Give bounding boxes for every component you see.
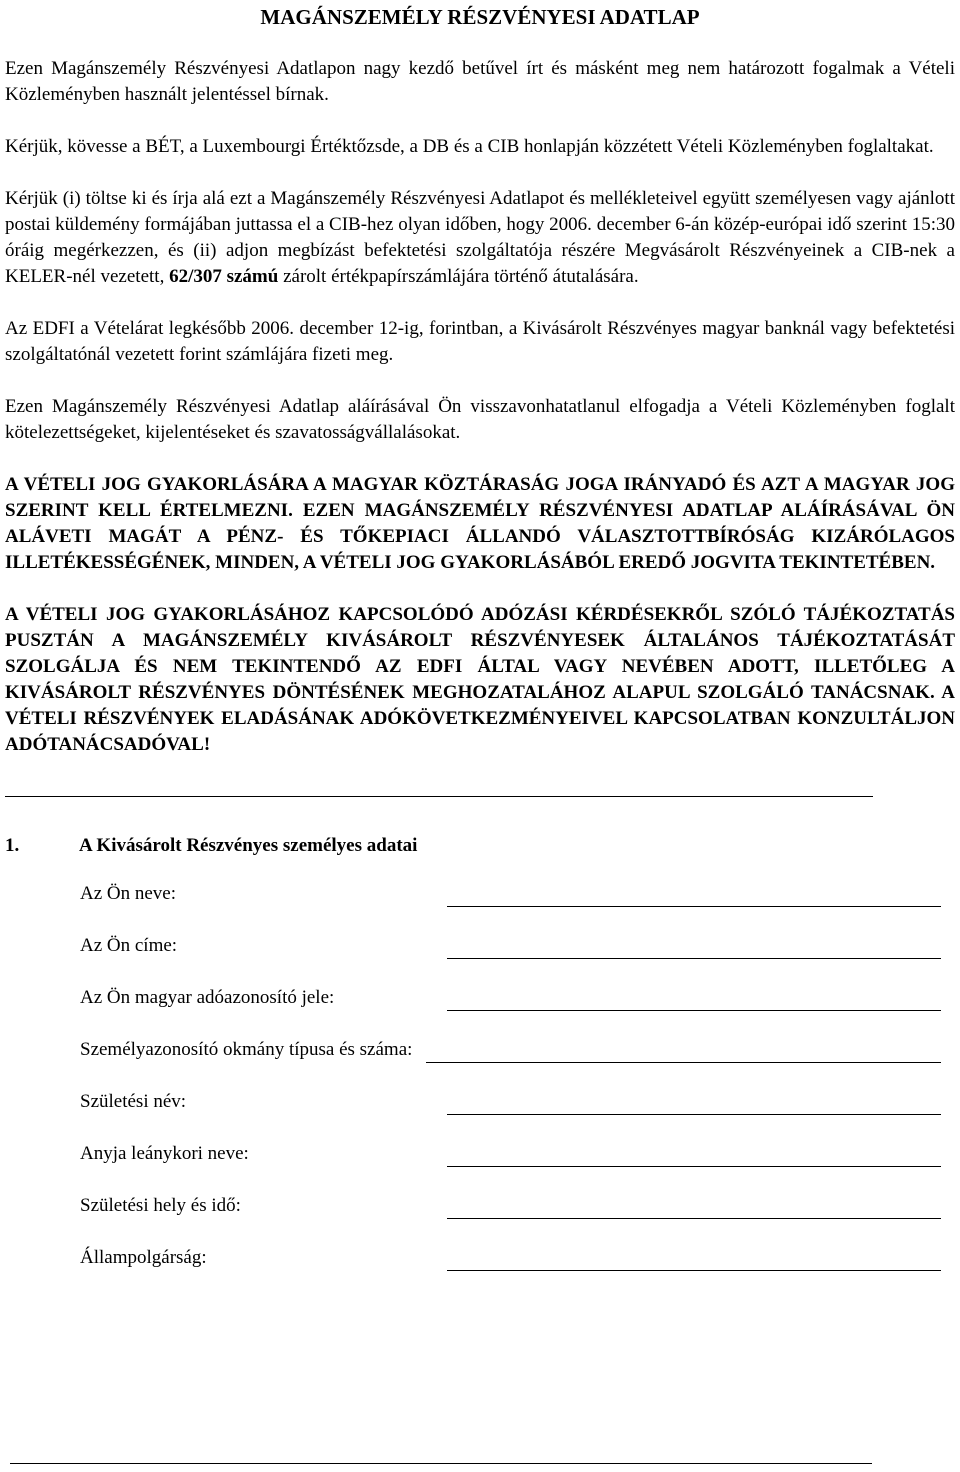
field-birth-name-label: Születési név: xyxy=(80,1091,187,1112)
field-tax-id-label: Az Ön magyar adóazonosító jele: xyxy=(80,987,335,1008)
tax-information-notice: A VÉTELI JOG GYAKORLÁSÁHOZ KAPCSOLÓDÓ ADÓZÁSI KÉRDÉSEKRŐL SZÓLÓ TÁJÉKOZTATÁS PUSZTÁN A MAGÁNSZEMÉLY KIVÁSÁROLT RÉSZVÉNYESEK ÁLTALÁNOS TÁJÉKOZTATÁSÁT SZOLGÁLJA ÉS NEM TEKINTENDŐ AZ EDFI ÁLTAL VAGY NEVÉBEN ADOTT, ILLETŐLEG A KIVÁSÁROLT RÉSZVÉNYES DÖNTÉSÉNEK MEGHOZATALÁHOZ ALAPUL SZOLGÁLÓ TANÁCSNAK. A VÉTELI RÉSZVÉNYEK ELADÁSÁNAK ADÓKÖVETKEZMÉNYEIVEL KAPCSOLATBAN KONZULTÁLJON ADÓTANÁCSADÓVAL! xyxy=(5,604,955,755)
personal-data-fields xyxy=(80,881,955,1271)
bottom-divider xyxy=(10,1463,872,1464)
page-title: MAGÁNSZEMÉLY RÉSZVÉNYESI ADATLAP xyxy=(260,5,700,29)
section-1-title: A Kivásárolt Részvényes személyes adatai xyxy=(79,835,418,856)
field-address xyxy=(80,933,955,959)
governing-law-notice: A VÉTELI JOG GYAKORLÁSÁRA A MAGYAR KÖZTÁRASÁG JOGA IRÁNYADÓ ÉS AZT A MAGYAR JOG SZERINT KELL ÉRTELMEZNI. EZEN MAGÁNSZEMÉLY RÉSZVÉNYESI ADATLAP ALÁÍRÁSÁVAL ÖN ALÁVETI MAGÁT A PÉNZ- ÉS TŐKEPIACI ÁLLANDÓ VÁLASZTOTTBÍRÓSÁG KIZÁRÓLAGOS ILLETÉKESSÉGÉNEK, MINDEN, A VÉTELI JOG GYAKORLÁSÁBÓL EREDŐ JOGVITA TEKINTETÉBEN. xyxy=(5,474,955,573)
field-birth-place-date xyxy=(80,1193,955,1219)
instructions-paragraph xyxy=(5,186,955,290)
field-id-document xyxy=(80,1037,955,1063)
field-id-document-label: Személyazonosító okmány típusa és száma: xyxy=(80,1039,413,1060)
field-citizenship-line[interactable] xyxy=(447,1252,941,1271)
field-mother-name-line[interactable] xyxy=(447,1148,941,1167)
field-address-label: Az Ön címe: xyxy=(80,935,178,956)
field-citizenship xyxy=(80,1245,955,1271)
field-name xyxy=(80,881,955,907)
instructions-text-part1: Kérjük (i) töltse ki és írja alá ezt a Magánszemély Részvényesi Adatlapot és mellékleteivel együtt személyesen vagy ajánlott postai küldemény formájában juttassa el a CIB-hez olyan időben, hogy 2006. december 6-án közép-európai idő szerint 15:30 óráig megérkezzen, és (ii) adjon megbízást befektetési szolgáltatója részére Megvásárolt Részvényeinek a CIB-nek a KELER-nél vezetett, xyxy=(5,188,955,287)
intro-paragraph-definitions: Ezen Magánszemély Részvényesi Adatlapon nagy kezdő betűvel írt és másként meg nem határozott fogalmak a Vételi Közleményben használt jelentéssel bírnak. xyxy=(5,58,955,105)
field-birth-name xyxy=(80,1089,955,1115)
instructions-text-part2: zárolt értékpapírszámlájára történő átutalására. xyxy=(278,266,639,287)
field-tax-id xyxy=(80,985,955,1011)
section-1-number: 1. xyxy=(5,835,20,856)
field-name-line[interactable] xyxy=(447,888,941,907)
field-mother-name xyxy=(80,1141,955,1167)
field-mother-name-label: Anyja leánykori neve: xyxy=(80,1143,249,1164)
payment-paragraph: Az EDFI a Vételárat legkésőbb 2006. december 12-ig, forintban, a Kivásárolt Részvényes magyar banknál vagy befektetési szolgáltatónál vezetett forint számlájára fizeti meg. xyxy=(5,318,955,365)
field-id-document-line[interactable] xyxy=(426,1044,941,1063)
field-name-label: Az Ön neve: xyxy=(80,883,177,904)
field-birth-name-line[interactable] xyxy=(447,1096,941,1115)
acceptance-paragraph: Ezen Magánszemély Részvényesi Adatlap aláírásával Ön visszavonhatatlanul elfogadja a Vételi Közleményben foglalt kötelezettségeket, kijelentéseket és szavatosságvállalásokat. xyxy=(5,396,955,443)
intro-paragraph-publication: Kérjük, kövesse a BÉT, a Luxembourgi Értéktőzsde, a DB és a CIB honlapján közzétett Vételi Közleményben foglaltakat. xyxy=(5,136,934,157)
field-address-line[interactable] xyxy=(447,940,941,959)
section-divider xyxy=(5,796,873,797)
account-number-text: 62/307 számú xyxy=(169,266,279,287)
field-birth-place-date-label: Születési hely és idő: xyxy=(80,1195,241,1216)
section-1-heading xyxy=(5,833,955,859)
field-birth-place-date-line[interactable] xyxy=(447,1200,941,1219)
field-citizenship-label: Állampolgárság: xyxy=(80,1247,207,1268)
field-tax-id-line[interactable] xyxy=(447,992,941,1011)
